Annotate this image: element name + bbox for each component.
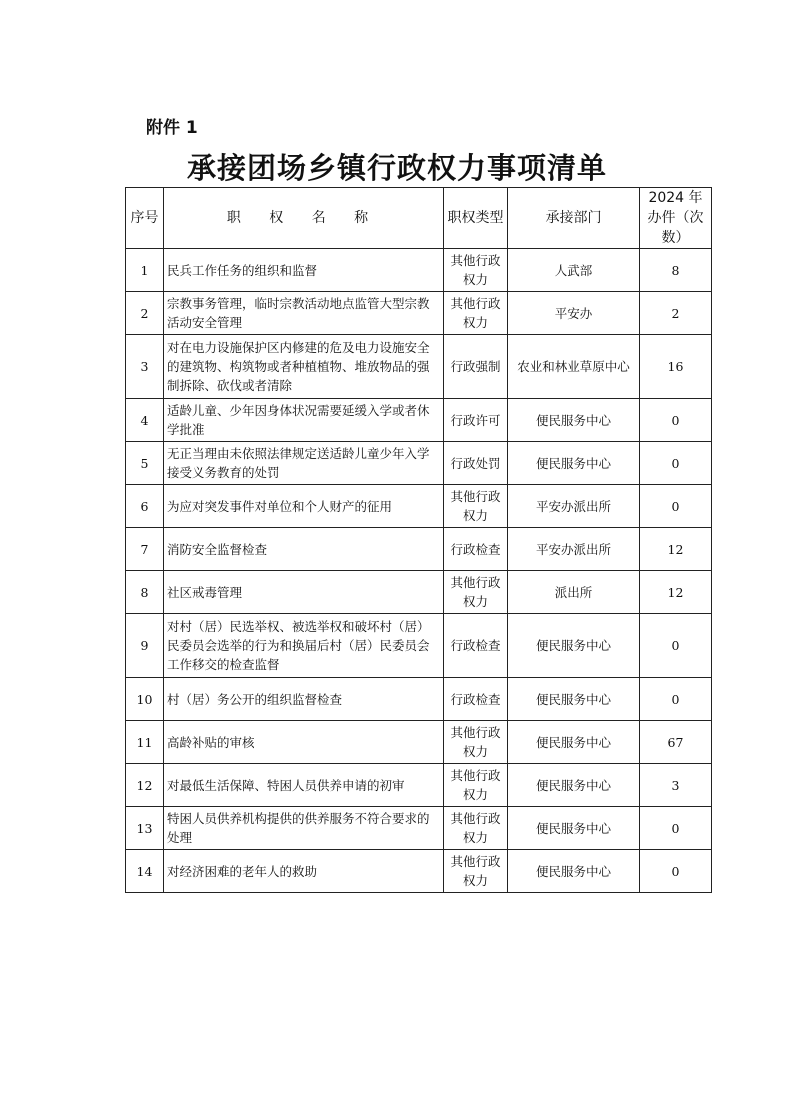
header-name: 职 权 名 称 <box>164 188 444 249</box>
cell-seq: 14 <box>126 850 164 893</box>
cell-dept: 平安办派出所 <box>508 485 640 528</box>
cell-dept: 人武部 <box>508 249 640 292</box>
cell-seq: 6 <box>126 485 164 528</box>
cell-seq: 9 <box>126 614 164 678</box>
table-row <box>126 678 712 721</box>
attachment-label: 附件 1 <box>146 118 198 138</box>
table-row <box>126 485 712 528</box>
cell-type: 其他行政权力 <box>444 249 508 292</box>
cell-seq: 11 <box>126 721 164 764</box>
cell-count: 0 <box>640 442 712 485</box>
cell-dept: 派出所 <box>508 571 640 614</box>
table-row <box>126 335 712 399</box>
cell-type: 其他行政权力 <box>444 571 508 614</box>
cell-type: 行政强制 <box>444 335 508 399</box>
cell-count: 2 <box>640 292 712 335</box>
cell-count: 0 <box>640 850 712 893</box>
cell-type: 其他行政权力 <box>444 764 508 807</box>
table-row <box>126 850 712 893</box>
cell-dept: 便民服务中心 <box>508 678 640 721</box>
cell-count: 67 <box>640 721 712 764</box>
cell-name: 特困人员供养机构提供的供养服务不符合要求的处理 <box>164 807 444 850</box>
cell-seq: 4 <box>126 399 164 442</box>
cell-type: 行政许可 <box>444 399 508 442</box>
cell-seq: 13 <box>126 807 164 850</box>
cell-seq: 8 <box>126 571 164 614</box>
power-list-table <box>125 187 712 893</box>
cell-type: 其他行政权力 <box>444 807 508 850</box>
cell-dept: 便民服务中心 <box>508 399 640 442</box>
cell-name: 宗教事务管理，临时宗教活动地点监管大型宗教活动安全管理 <box>164 292 444 335</box>
cell-count: 0 <box>640 399 712 442</box>
cell-dept: 便民服务中心 <box>508 807 640 850</box>
cell-name: 对在电力设施保护区内修建的危及电力设施安全的建筑物、构筑物或者种植植物、堆放物品的强制拆除、砍伐或者清除 <box>164 335 444 399</box>
cell-type: 其他行政权力 <box>444 721 508 764</box>
table-row <box>126 571 712 614</box>
cell-name: 无正当理由未依照法律规定送适龄儿童少年入学接受义务教育的处罚 <box>164 442 444 485</box>
cell-dept: 便民服务中心 <box>508 614 640 678</box>
header-dept: 承接部门 <box>508 188 640 249</box>
table-header-row <box>126 188 712 249</box>
cell-count: 3 <box>640 764 712 807</box>
cell-dept: 平安办派出所 <box>508 528 640 571</box>
cell-name: 对最低生活保障、特困人员供养申请的初审 <box>164 764 444 807</box>
cell-seq: 7 <box>126 528 164 571</box>
cell-dept: 便民服务中心 <box>508 442 640 485</box>
cell-seq: 3 <box>126 335 164 399</box>
cell-dept: 便民服务中心 <box>508 721 640 764</box>
cell-dept: 农业和林业草原中心 <box>508 335 640 399</box>
table-row <box>126 807 712 850</box>
cell-seq: 2 <box>126 292 164 335</box>
cell-name: 消防安全监督检查 <box>164 528 444 571</box>
cell-type: 其他行政权力 <box>444 850 508 893</box>
cell-name: 高龄补贴的审核 <box>164 721 444 764</box>
cell-count: 16 <box>640 335 712 399</box>
header-type: 职权类型 <box>444 188 508 249</box>
cell-count: 0 <box>640 614 712 678</box>
table-row <box>126 614 712 678</box>
header-seq: 序号 <box>126 188 164 249</box>
cell-name: 为应对突发事件对单位和个人财产的征用 <box>164 485 444 528</box>
cell-type: 行政检查 <box>444 614 508 678</box>
cell-type: 行政处罚 <box>444 442 508 485</box>
table-row <box>126 292 712 335</box>
cell-count: 0 <box>640 485 712 528</box>
cell-dept: 平安办 <box>508 292 640 335</box>
cell-seq: 5 <box>126 442 164 485</box>
cell-name: 民兵工作任务的组织和监督 <box>164 249 444 292</box>
cell-name: 对经济困难的老年人的救助 <box>164 850 444 893</box>
cell-name: 村（居）务公开的组织监督检查 <box>164 678 444 721</box>
table-row <box>126 442 712 485</box>
cell-seq: 1 <box>126 249 164 292</box>
table-row <box>126 528 712 571</box>
table-row <box>126 399 712 442</box>
cell-count: 12 <box>640 528 712 571</box>
table-row <box>126 764 712 807</box>
cell-name: 社区戒毒管理 <box>164 571 444 614</box>
cell-count: 12 <box>640 571 712 614</box>
cell-type: 其他行政权力 <box>444 485 508 528</box>
cell-count: 8 <box>640 249 712 292</box>
table-row <box>126 721 712 764</box>
cell-name: 适龄儿童、少年因身体状况需要延缓入学或者休学批准 <box>164 399 444 442</box>
cell-type: 行政检查 <box>444 678 508 721</box>
cell-type: 行政检查 <box>444 528 508 571</box>
cell-name: 对村（居）民选举权、被选举权和破坏村（居）民委员会选举的行为和换届后村（居）民委员会工作移交的检查监督 <box>164 614 444 678</box>
header-count: 2024 年办件（次数） <box>640 188 712 249</box>
cell-count: 0 <box>640 807 712 850</box>
table-row <box>126 249 712 292</box>
cell-seq: 12 <box>126 764 164 807</box>
cell-dept: 便民服务中心 <box>508 764 640 807</box>
cell-type: 其他行政权力 <box>444 292 508 335</box>
document-title: 承接团场乡镇行政权力事项清单 <box>186 151 607 185</box>
cell-dept: 便民服务中心 <box>508 850 640 893</box>
cell-count: 0 <box>640 678 712 721</box>
cell-seq: 10 <box>126 678 164 721</box>
